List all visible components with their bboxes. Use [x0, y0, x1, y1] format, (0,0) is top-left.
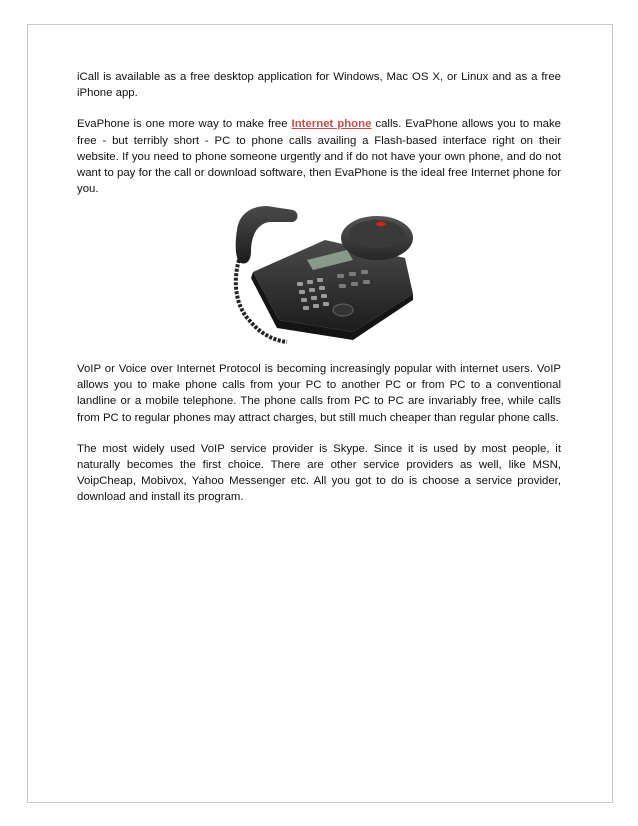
paragraph-voip: VoIP or Voice over Internet Protocol is becoming increasingly popular with internet users. VoIP allows you to make phone calls from your PC to another PC or from PC to a conventional landline or a mobile telephone. The phone calls from PC to PC are invariably free, while calls from PC to regular phones may attract charges, but still much cheaper than regular phone calls.	[77, 363, 561, 424]
paragraph-evaphone	[77, 116, 561, 197]
paragraph-skype: The most widely used VoIP service provider is Skype. Since it is used by most people, it naturally becomes the first choice. There are other service providers as well, like MSN, VoipCheap, Mobivox, Yahoo Messenger etc. All you got to do is choose a service provider, download and install its program.	[77, 442, 561, 504]
internet-phone-link[interactable]: Internet phone	[291, 118, 372, 131]
paragraph-icall: iCall is available as a free desktop application for Windows, Mac OS X, or Linux and as a free iPhone app.	[77, 71, 561, 100]
evaphone-text-start: EvaPhone is one more way to make free	[77, 118, 292, 131]
evaphone-text-end: calls. EvaPhone allows you to make free - but terribly short - PC to phone calls availing a Flash-based interface right on their website. If you need to phone someone urgently and if do not have your own phone, and do not want to pay for the call or download software, then EvaPhone is the ideal free Internet phone for you.	[77, 118, 561, 196]
bottom-text-block	[77, 361, 561, 521]
top-text-block	[77, 69, 561, 212]
conference-phone-image	[229, 200, 417, 348]
